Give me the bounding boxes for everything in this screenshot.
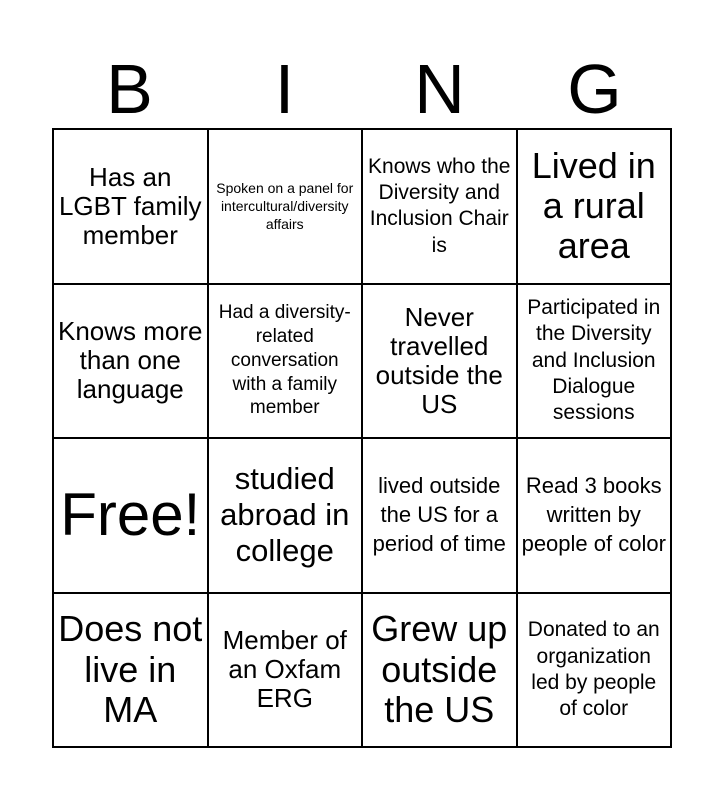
bingo-cell[interactable]: [517, 129, 672, 284]
bingo-cell[interactable]: [362, 593, 517, 748]
cell-text: Read 3 books written by people of color: [521, 473, 666, 556]
bingo-cell[interactable]: [517, 284, 672, 439]
cell-text: Had a diversity-related conversation with a family member: [218, 302, 351, 419]
cell-text: studied abroad in college: [220, 461, 350, 569]
bingo-cell[interactable]: [208, 593, 363, 748]
cell-text: Grew up outside the US: [371, 608, 508, 730]
bingo-cell[interactable]: [362, 284, 517, 439]
header-letter-g: G: [567, 50, 622, 128]
cell-text: Spoken on a panel for intercultural/diversity affairs: [216, 179, 354, 233]
cell-text: Member of an Oxfam ERG: [222, 625, 347, 714]
bingo-cell[interactable]: [362, 129, 517, 284]
cell-text: Participated in the Diversity and Inclusion Dialogue sessions: [527, 296, 661, 425]
cell-text: Has an LGBT family member: [58, 161, 202, 250]
bingo-cell[interactable]: [208, 438, 363, 593]
bingo-cell[interactable]: [517, 593, 672, 748]
cell-text: lived outside the US for a period of time: [372, 473, 506, 556]
bingo-cell[interactable]: [362, 438, 517, 593]
cell-text: Knows more than one language: [58, 316, 203, 405]
cell-text: Donated to an organization led by people of color: [527, 618, 660, 720]
bingo-cell[interactable]: [208, 284, 363, 439]
header-letter-n: N: [414, 50, 465, 128]
cell-text: Does not live in MA: [58, 608, 203, 730]
cell-text: Lived in a rural area: [531, 144, 656, 267]
bingo-header: [52, 50, 672, 128]
cell-text: Never travelled outside the US: [375, 301, 503, 419]
cell-text: Knows who the Diversity and Inclusion Chair is: [368, 154, 511, 257]
bingo-cell[interactable]: [53, 593, 208, 748]
bingo-cell[interactable]: [517, 438, 672, 593]
bingo-cell[interactable]: [53, 284, 208, 439]
free-space-text: Free!: [60, 481, 201, 549]
bingo-board: [52, 128, 672, 748]
bingo-cell[interactable]: [208, 129, 363, 284]
free-space-cell[interactable]: [53, 438, 208, 593]
bingo-cell[interactable]: [53, 129, 208, 284]
header-letter-b: B: [106, 50, 153, 128]
header-letter-i: I: [274, 50, 295, 128]
